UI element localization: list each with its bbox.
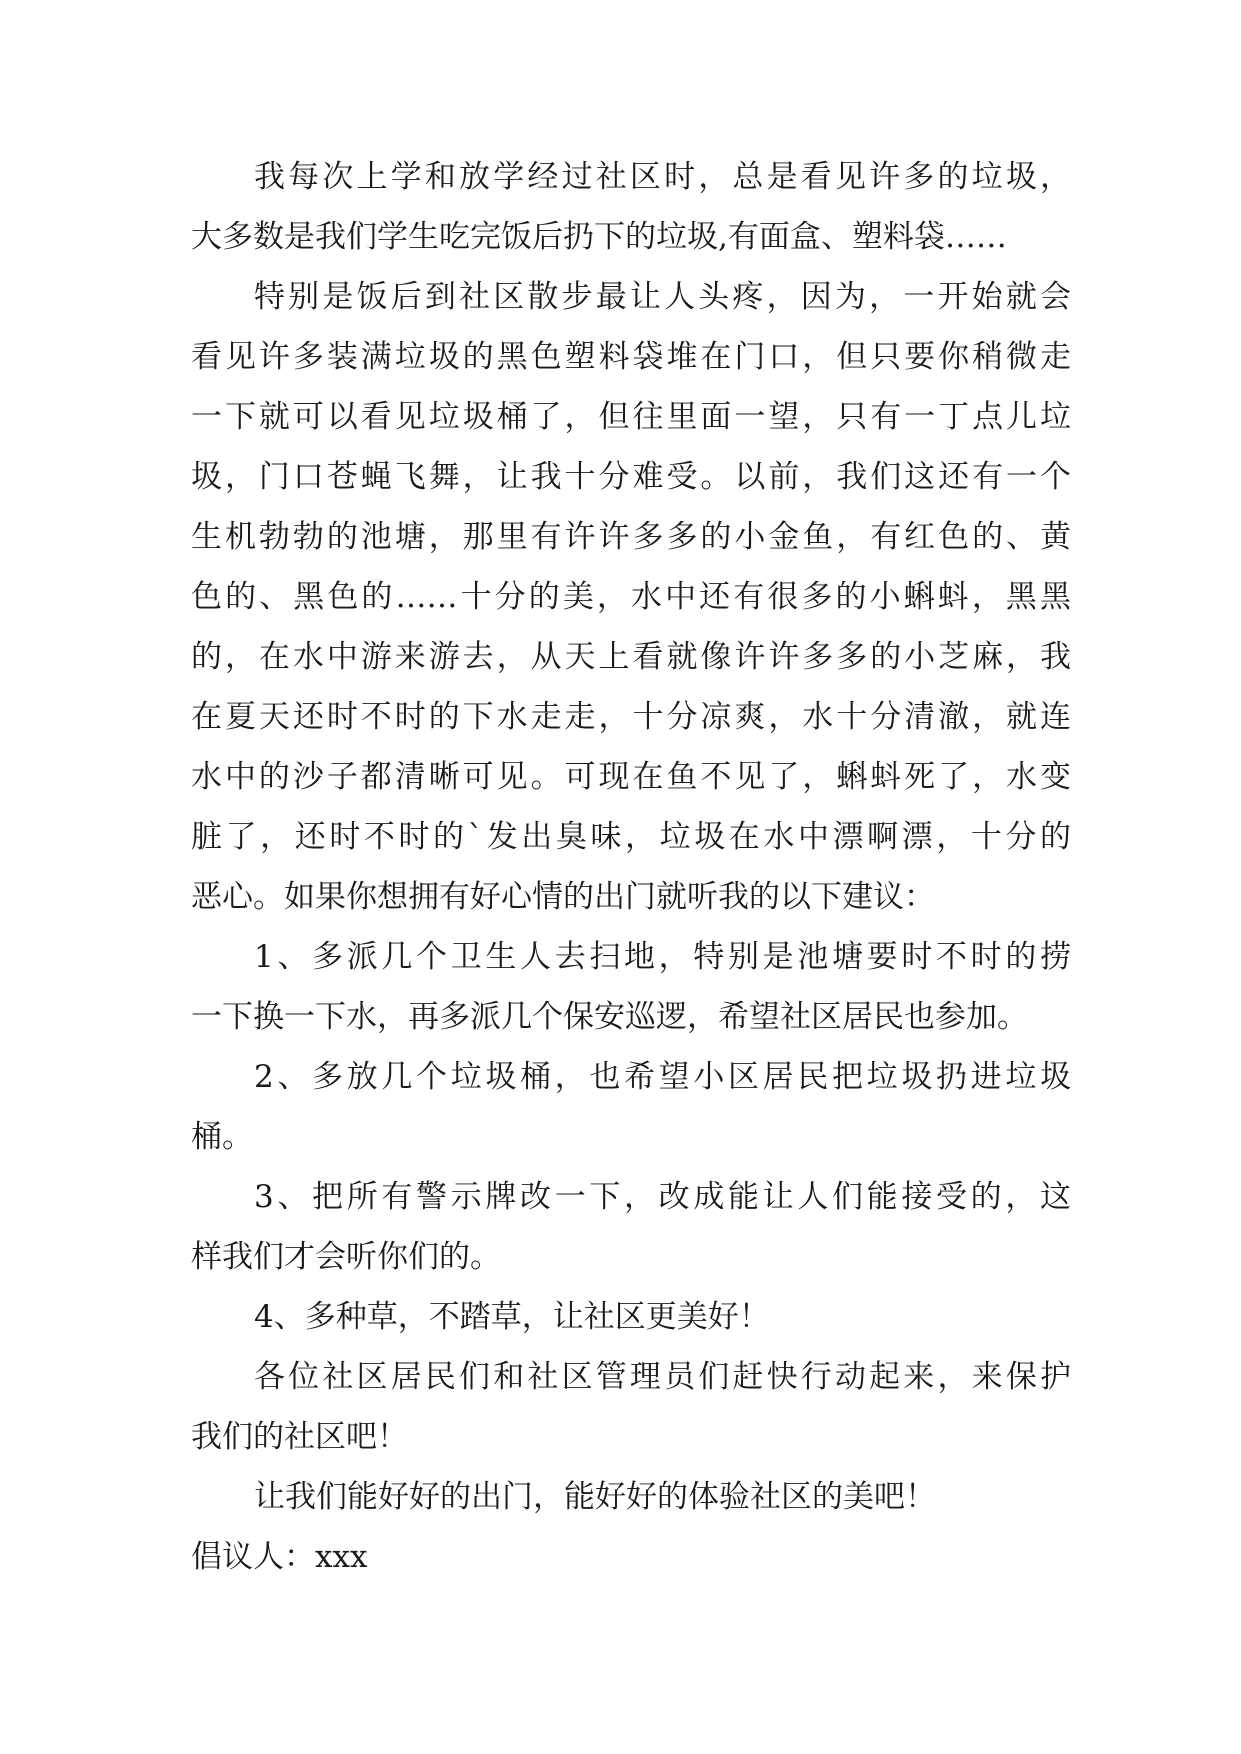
text-line: 圾，门口苍蝇飞舞，让我十分难受。以前，我们这还有一个 [191, 459, 1071, 495]
text-line: 我每次上学和放学经过社区时，总是看见许多的垃圾， [254, 159, 1071, 195]
text-line: 让我们能好好的出门，能好好的体验社区的美吧！ [254, 1479, 936, 1515]
text-line: 我们的社区吧！ [191, 1419, 408, 1455]
text-line: 4、多种草，不踏草，让社区更美好！ [254, 1299, 770, 1335]
text-line: 水中的沙子都清晰可见。可现在鱼不见了，蝌蚪死了，水变 [191, 759, 1071, 795]
text-line: 看见许多装满垃圾的黑色塑料袋堆在门口，但只要你稍微走 [191, 339, 1071, 375]
text-line: 桶。 [191, 1119, 253, 1155]
text-line: 脏了，还时不时的`发出臭味，垃圾在水中漂啊漂，十分的 [191, 819, 1071, 855]
text-line: 色的、黑色的……十分的美，水中还有很多的小蝌蚪，黑黑 [191, 579, 1071, 615]
text-line: 一下就可以看见垃圾桶了，但往里面一望，只有一丁点儿垃 [191, 399, 1071, 435]
text-line: 一下换一下水，再多派几个保安巡逻，希望社区居民也参加。 [191, 999, 1028, 1035]
text-line: 大多数是我们学生吃完饭后扔下的垃圾,有面盒、塑料袋…… [191, 219, 1007, 255]
signature-line: 倡议人：xxx [191, 1539, 368, 1575]
text-line: 生机勃勃的池塘，那里有许许多多的小金鱼，有红色的、黄 [191, 519, 1071, 555]
text-line: 在夏天还时不时的下水走走，十分凉爽，水十分清澈，就连 [191, 699, 1071, 735]
text-line: 2、多放几个垃圾桶，也希望小区居民把垃圾扔进垃圾 [254, 1059, 1071, 1095]
text-line: 的，在水中游来游去，从天上看就像许许多多的小芝麻，我 [191, 639, 1071, 675]
text-line: 3、把所有警示牌改一下，改成能让人们能接受的，这 [254, 1179, 1071, 1215]
text-line: 样我们才会听你们的。 [191, 1239, 501, 1275]
text-line: 恶心。如果你想拥有好心情的出门就听我的以下建议： [191, 879, 935, 915]
text-line: 特别是饭后到社区散步最让人头疼，因为，一开始就会 [254, 279, 1071, 315]
text-line: 1、多派几个卫生人去扫地，特别是池塘要时不时的捞 [254, 939, 1071, 975]
text-line: 各位社区居民们和社区管理员们赶快行动起来，来保护 [254, 1359, 1071, 1395]
document-body [191, 157, 1071, 1597]
